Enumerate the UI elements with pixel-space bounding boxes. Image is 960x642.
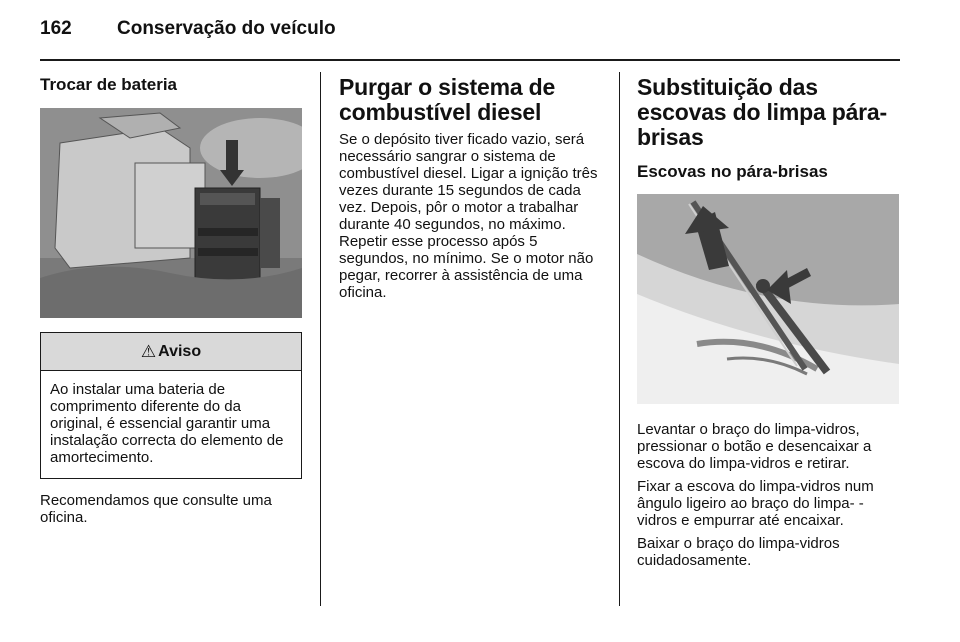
wiper-paragraph-1: Levantar o braço do limpa-vidros, pressionar o botão e desencaixar a escova do limpa-vidros e retirar. [637,421,872,472]
wiper-paragraph-3: Baixar o braço do limpa-vidros cuidadosamente. [637,535,840,569]
column-battery [40,75,302,526]
warning-triangle-icon: ⚠ [140,341,157,361]
subheading-windscreen-wipers: Escovas no pára-brisas [637,162,828,181]
column-divider [619,72,620,606]
battery-photo [40,108,302,318]
wiper-photo [637,194,899,404]
warning-header [41,333,301,371]
warning-text: Ao instalar uma bateria de comprimento diferente do da original, é essencial garantir uma instalação correcta do elemento de amortecimento. [50,381,284,466]
battery-illustration [40,108,302,318]
wiper-illustration [637,194,899,404]
page-title: Conservação do veículo [117,18,336,39]
header-rule [40,59,900,61]
page-number: 162 [40,18,72,39]
column-wiper [637,75,899,569]
wiper-paragraph-2: Fixar a escova do limpa-vidros num ângulo ligeiro ao braço do limpa- -vidros e empurrar até encaixar. [637,478,874,529]
diesel-paragraph: Se o depósito tiver ficado vazio, será necessário sangrar o sistema de combustível diesel. Ligar a ignição três vezes durante 15 segundos de cada vez. Depois, pôr o motor a trabalhar durante 40 segundos, no máximo. Repetir esse processo após 5 segundos, no mínimo. Se o motor não pegar, recorrer à assistência de uma oficina. [339,131,598,301]
warning-body [41,371,301,478]
warning-title: Aviso [158,342,202,360]
section-heading-diesel: Purgar o sistema de combustível diesel [339,74,556,125]
column-diesel [339,75,605,301]
section-heading-wiper: Substituição das escovas do limpa pára-brisas [637,74,887,150]
warning-box [40,332,302,479]
section-heading-battery: Trocar de bateria [40,75,178,94]
column-divider [320,72,321,606]
battery-paragraph: Recomendamos que consulte uma oficina. [40,492,272,526]
